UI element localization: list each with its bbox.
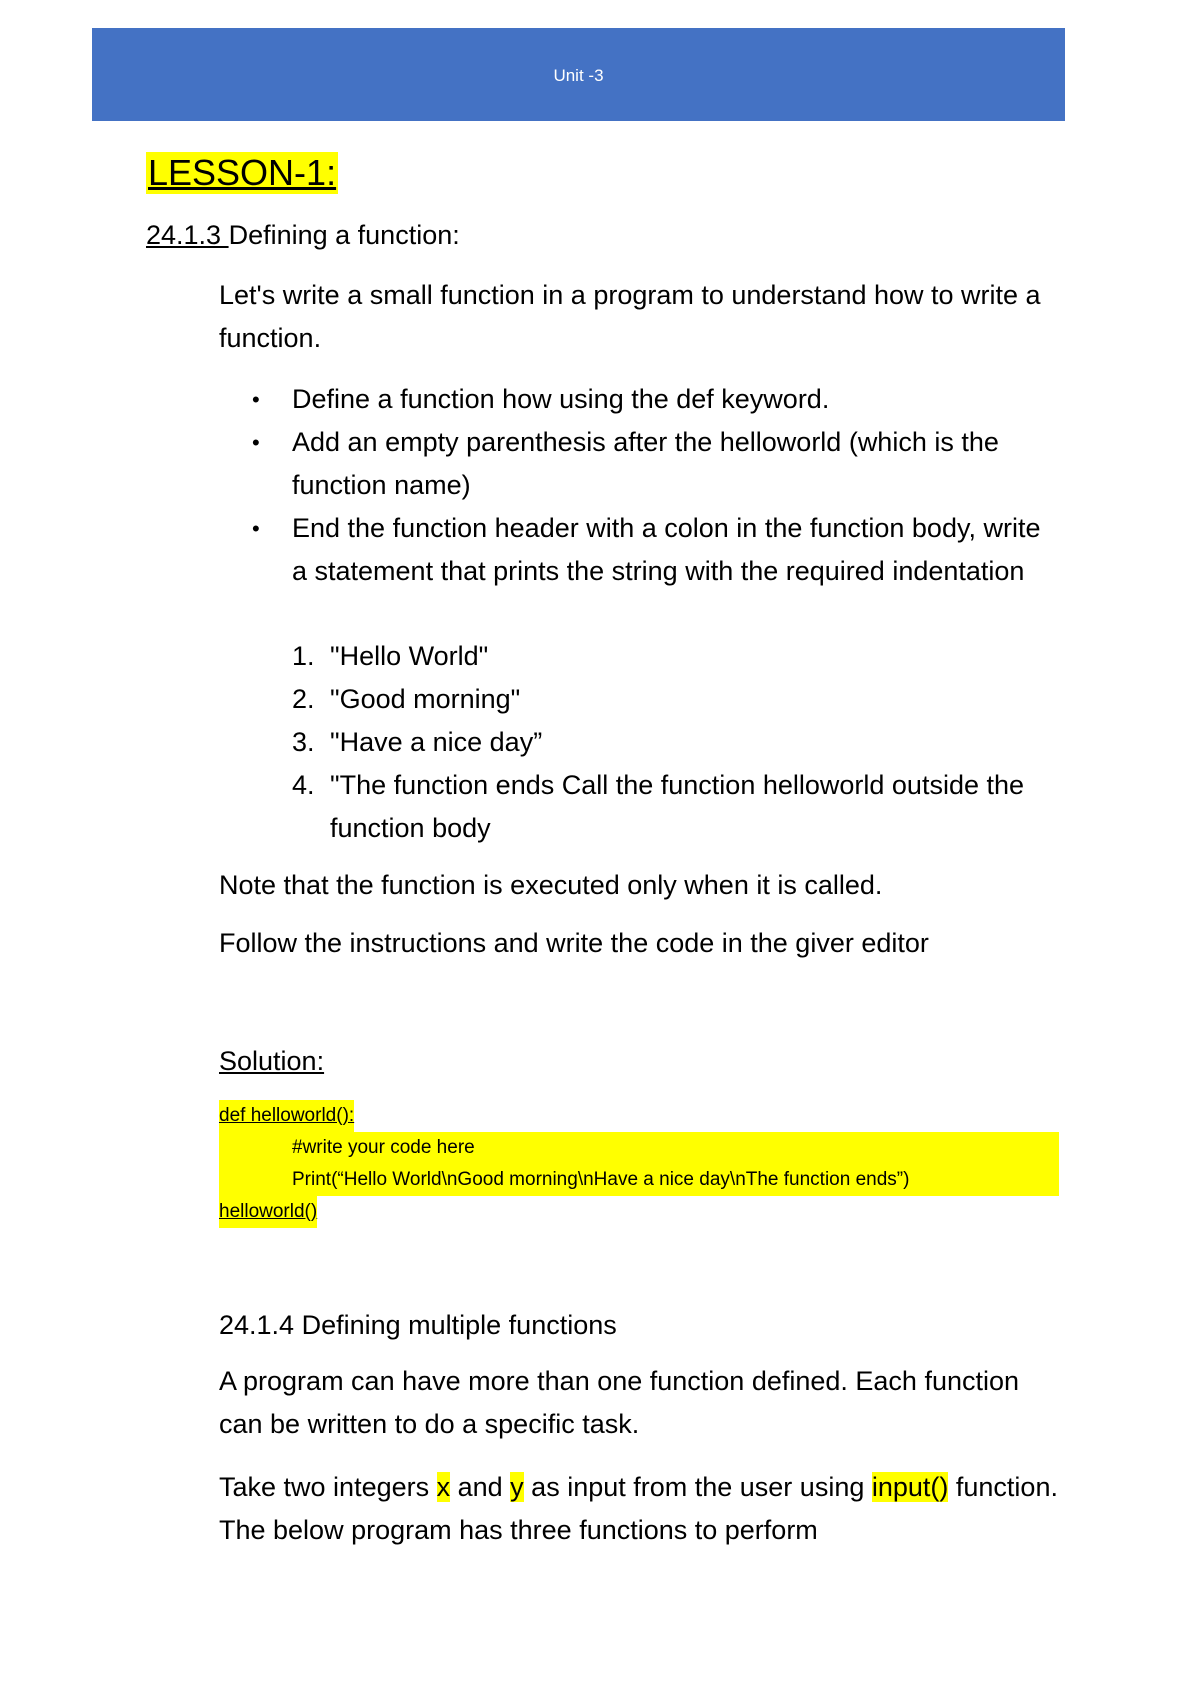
bullet-icon: • bbox=[252, 430, 260, 455]
highlight-x: x bbox=[436, 1472, 451, 1502]
highlight-input: input() bbox=[871, 1472, 949, 1502]
code-block bbox=[219, 1100, 1059, 1228]
list-item: 1. "Hello World" bbox=[292, 641, 489, 671]
lesson-title: LESSON-1: bbox=[148, 152, 337, 193]
solution-label: Solution: bbox=[219, 1046, 325, 1076]
code-line-print: Print(“Hello World\nGood morning\nHave a nice day\nThe function ends”) bbox=[219, 1164, 1059, 1196]
bullet-list bbox=[252, 378, 1052, 593]
code-line-def: def helloworld(): bbox=[219, 1100, 354, 1132]
code-line-comment: #write your code here bbox=[219, 1132, 1059, 1164]
highlight-y: y bbox=[510, 1472, 524, 1502]
section-number: 24.1.3 bbox=[146, 220, 229, 250]
unit-label: Unit -3 bbox=[553, 66, 604, 85]
numbered-list bbox=[292, 635, 1052, 850]
list-item: • Add an empty parenthesis after the helloworld (which is the function name) bbox=[252, 421, 1052, 507]
list-item: 4. "The function ends Call the function helloworld outside the function body bbox=[292, 770, 1025, 843]
list-item: • Define a function how using the def keyword. bbox=[252, 378, 1052, 421]
section-heading-24-1-4: 24.1.4 Defining multiple functions bbox=[219, 1310, 617, 1340]
multi-function-paragraph: A program can have more than one function defined. Each function can be written to do a specific task. bbox=[219, 1366, 1020, 1439]
follow-paragraph: Follow the instructions and write the code in the giver editor bbox=[219, 928, 929, 958]
bullet-icon: • bbox=[252, 516, 260, 541]
section-title: Defining a function: bbox=[228, 220, 460, 250]
bullet-icon: • bbox=[252, 387, 260, 412]
header-band bbox=[92, 28, 1065, 121]
intro-paragraph: Let's write a small function in a program to understand how to write a function. bbox=[219, 280, 1041, 353]
list-item: 3. "Have a nice day” bbox=[292, 727, 543, 757]
code-line-call: helloworld() bbox=[219, 1196, 317, 1228]
input-paragraph: Take two integers x and y as input from the user using input() function. The below program has three functions to perform bbox=[219, 1472, 1058, 1545]
list-item: 2. "Good morning" bbox=[292, 684, 521, 714]
section-heading-24-1-3 bbox=[146, 218, 460, 252]
note-paragraph: Note that the function is executed only when it is called. bbox=[219, 870, 883, 900]
list-item: • End the function header with a colon in the function body, write a statement that prints the string with the required indentation bbox=[252, 507, 1052, 593]
